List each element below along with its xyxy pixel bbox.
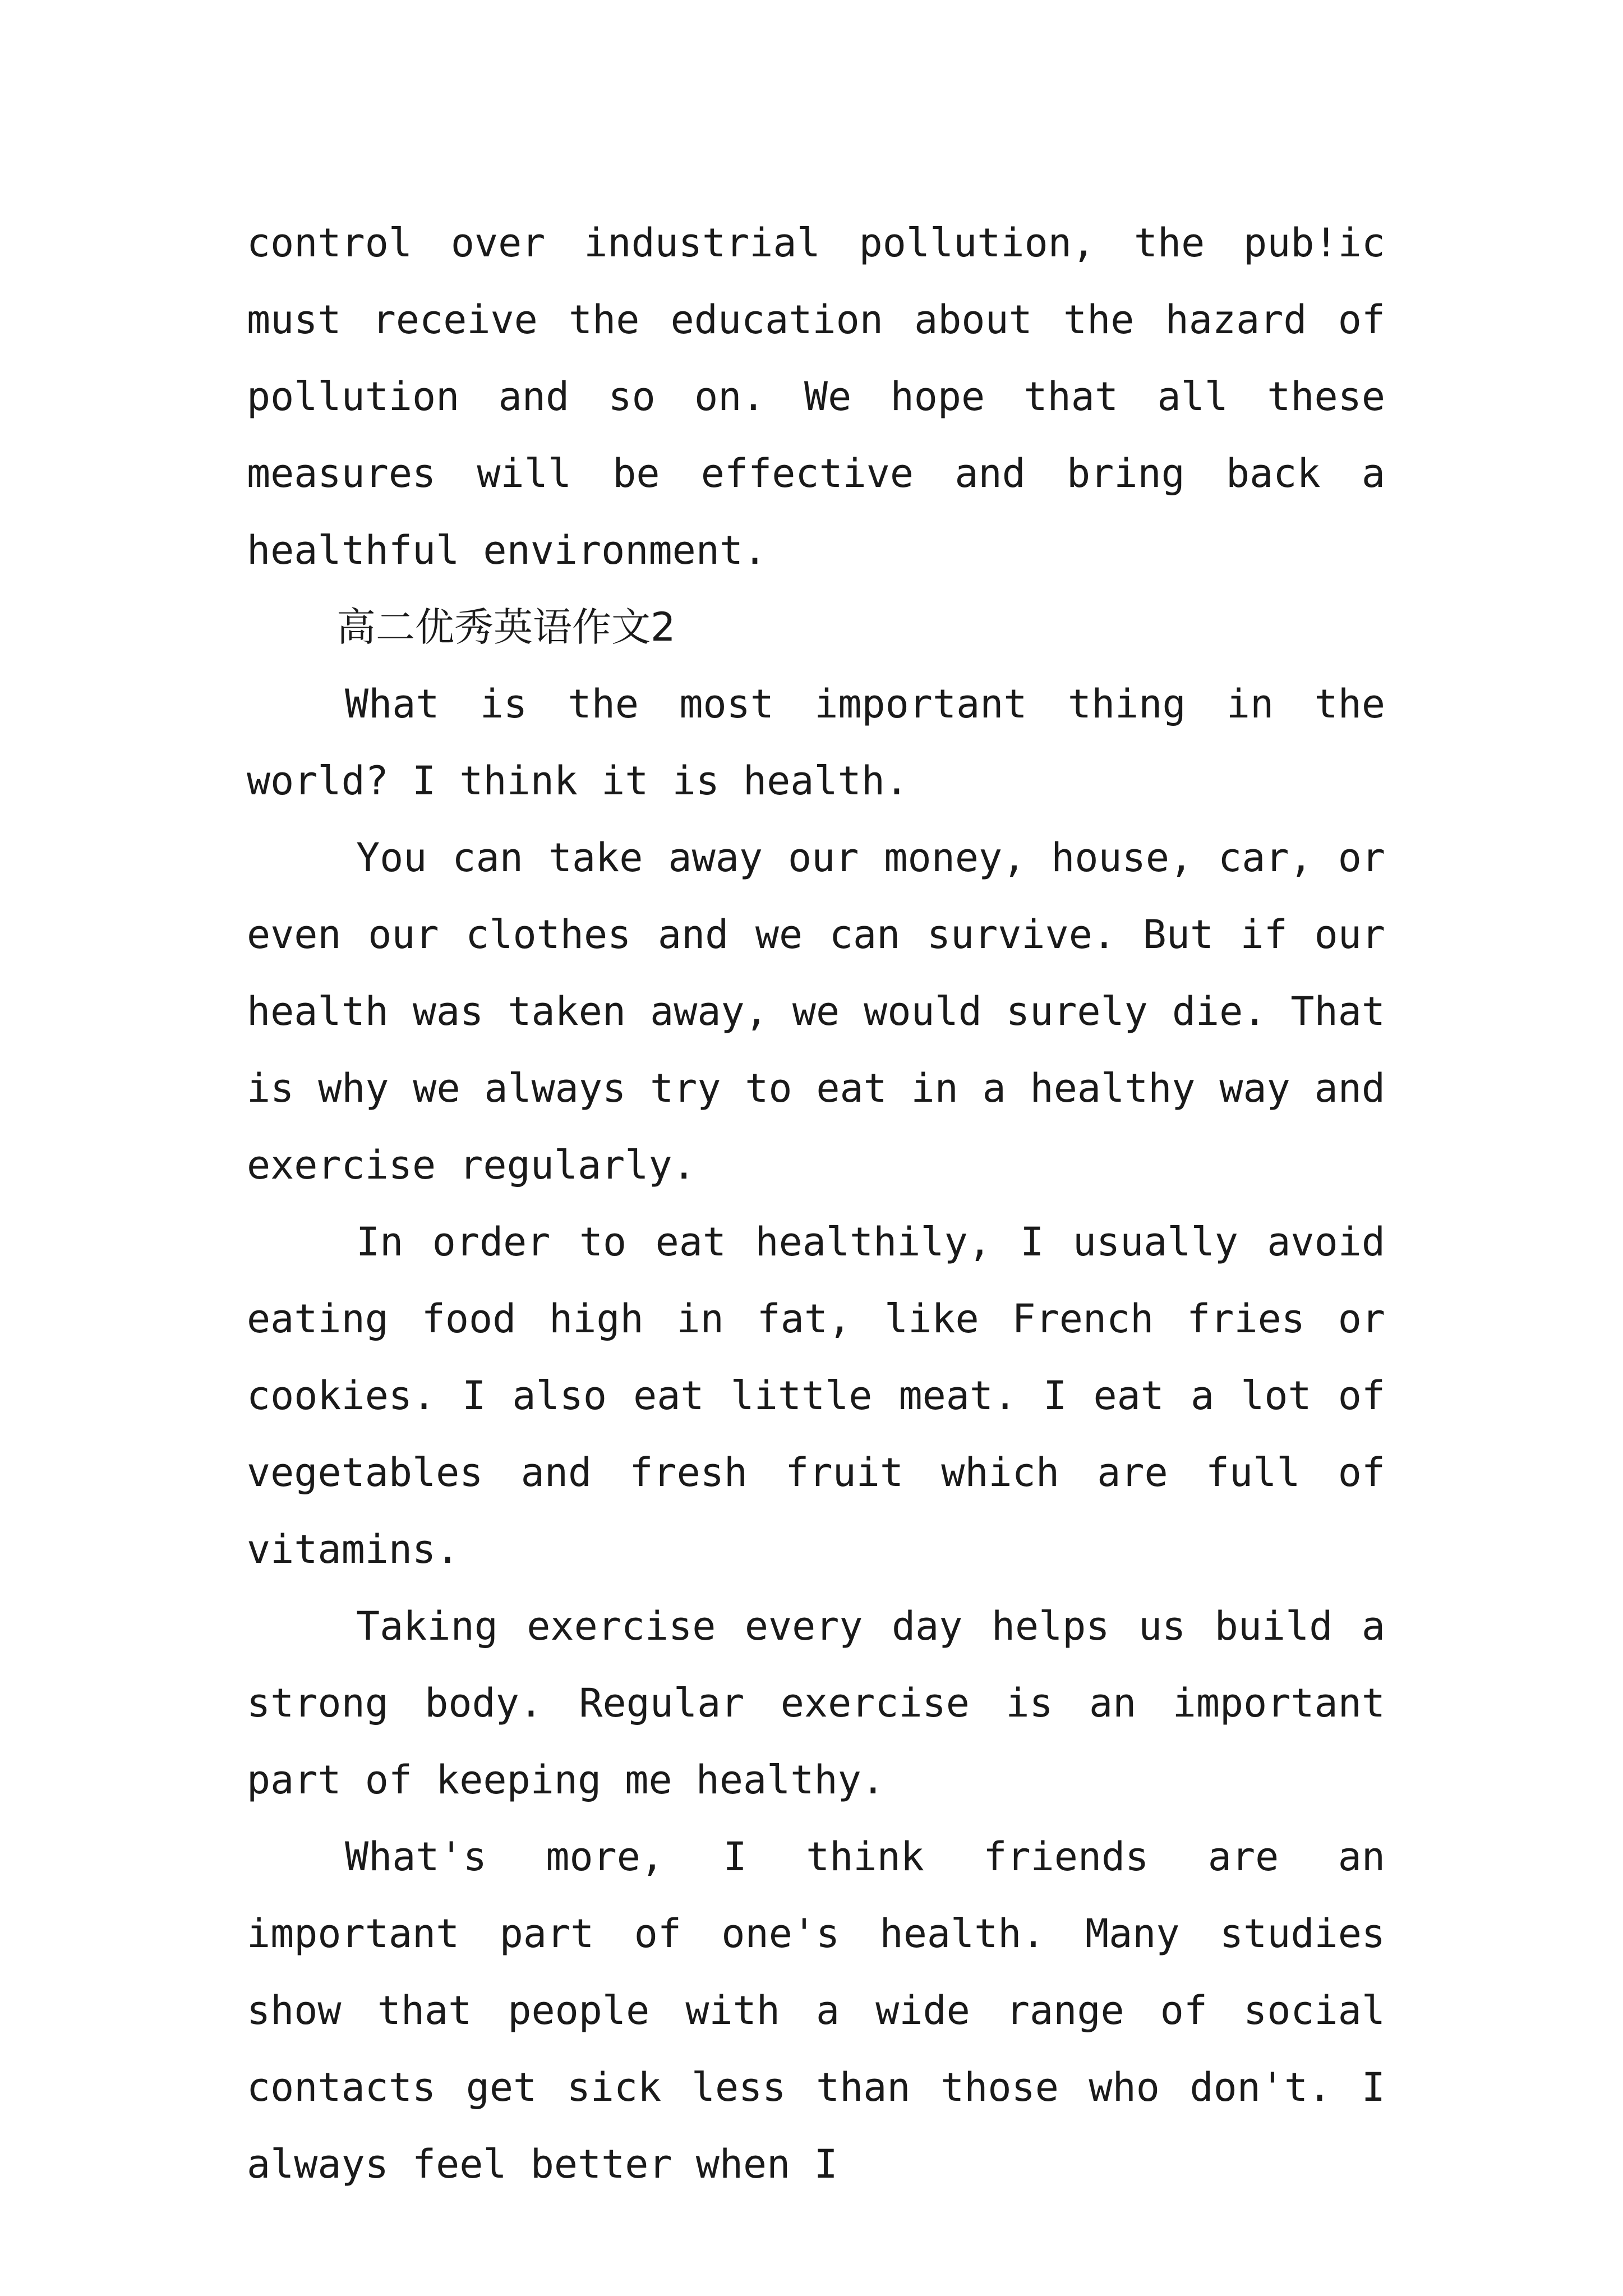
paragraph-eat-healthily: In order to eat healthily, I usually avoid eating food high in fat, like French fries or cookies. I also eat little meat. I eat a lot of vegetables and fresh fruit which are full of vitamins.	[247, 1219, 1385, 1572]
paragraph-exercise: Taking exercise every day helps us build a strong body. Regular exercise is an important part of keeping me healthy.	[247, 1603, 1385, 1803]
paragraph-pollution-conclusion: control over industrial pollution, the pub!ic must receive the education about the hazard of pollution and so on. We hope that all these measures will be effective and bring back a healthful environment.	[247, 220, 1385, 573]
document-body	[247, 205, 1385, 2203]
essay-heading: 高二优秀英语作文2	[336, 604, 676, 650]
paragraph-take-away: You can take away our money, house, car, or even our clothes and we can survive. But if our health was taken away, we would surely die. That is why we always try to eat in a healthy way and exercise regularly.	[247, 835, 1385, 1188]
paragraph-most-important-thing: What is the most important thing in the world? I think it is health.	[247, 681, 1385, 804]
paragraph-friends: What's more, I think friends are an important part of one's health. Many studies show that people with a wide range of social contacts get sick less than those who don't. I always feel better when I	[247, 1834, 1385, 2187]
